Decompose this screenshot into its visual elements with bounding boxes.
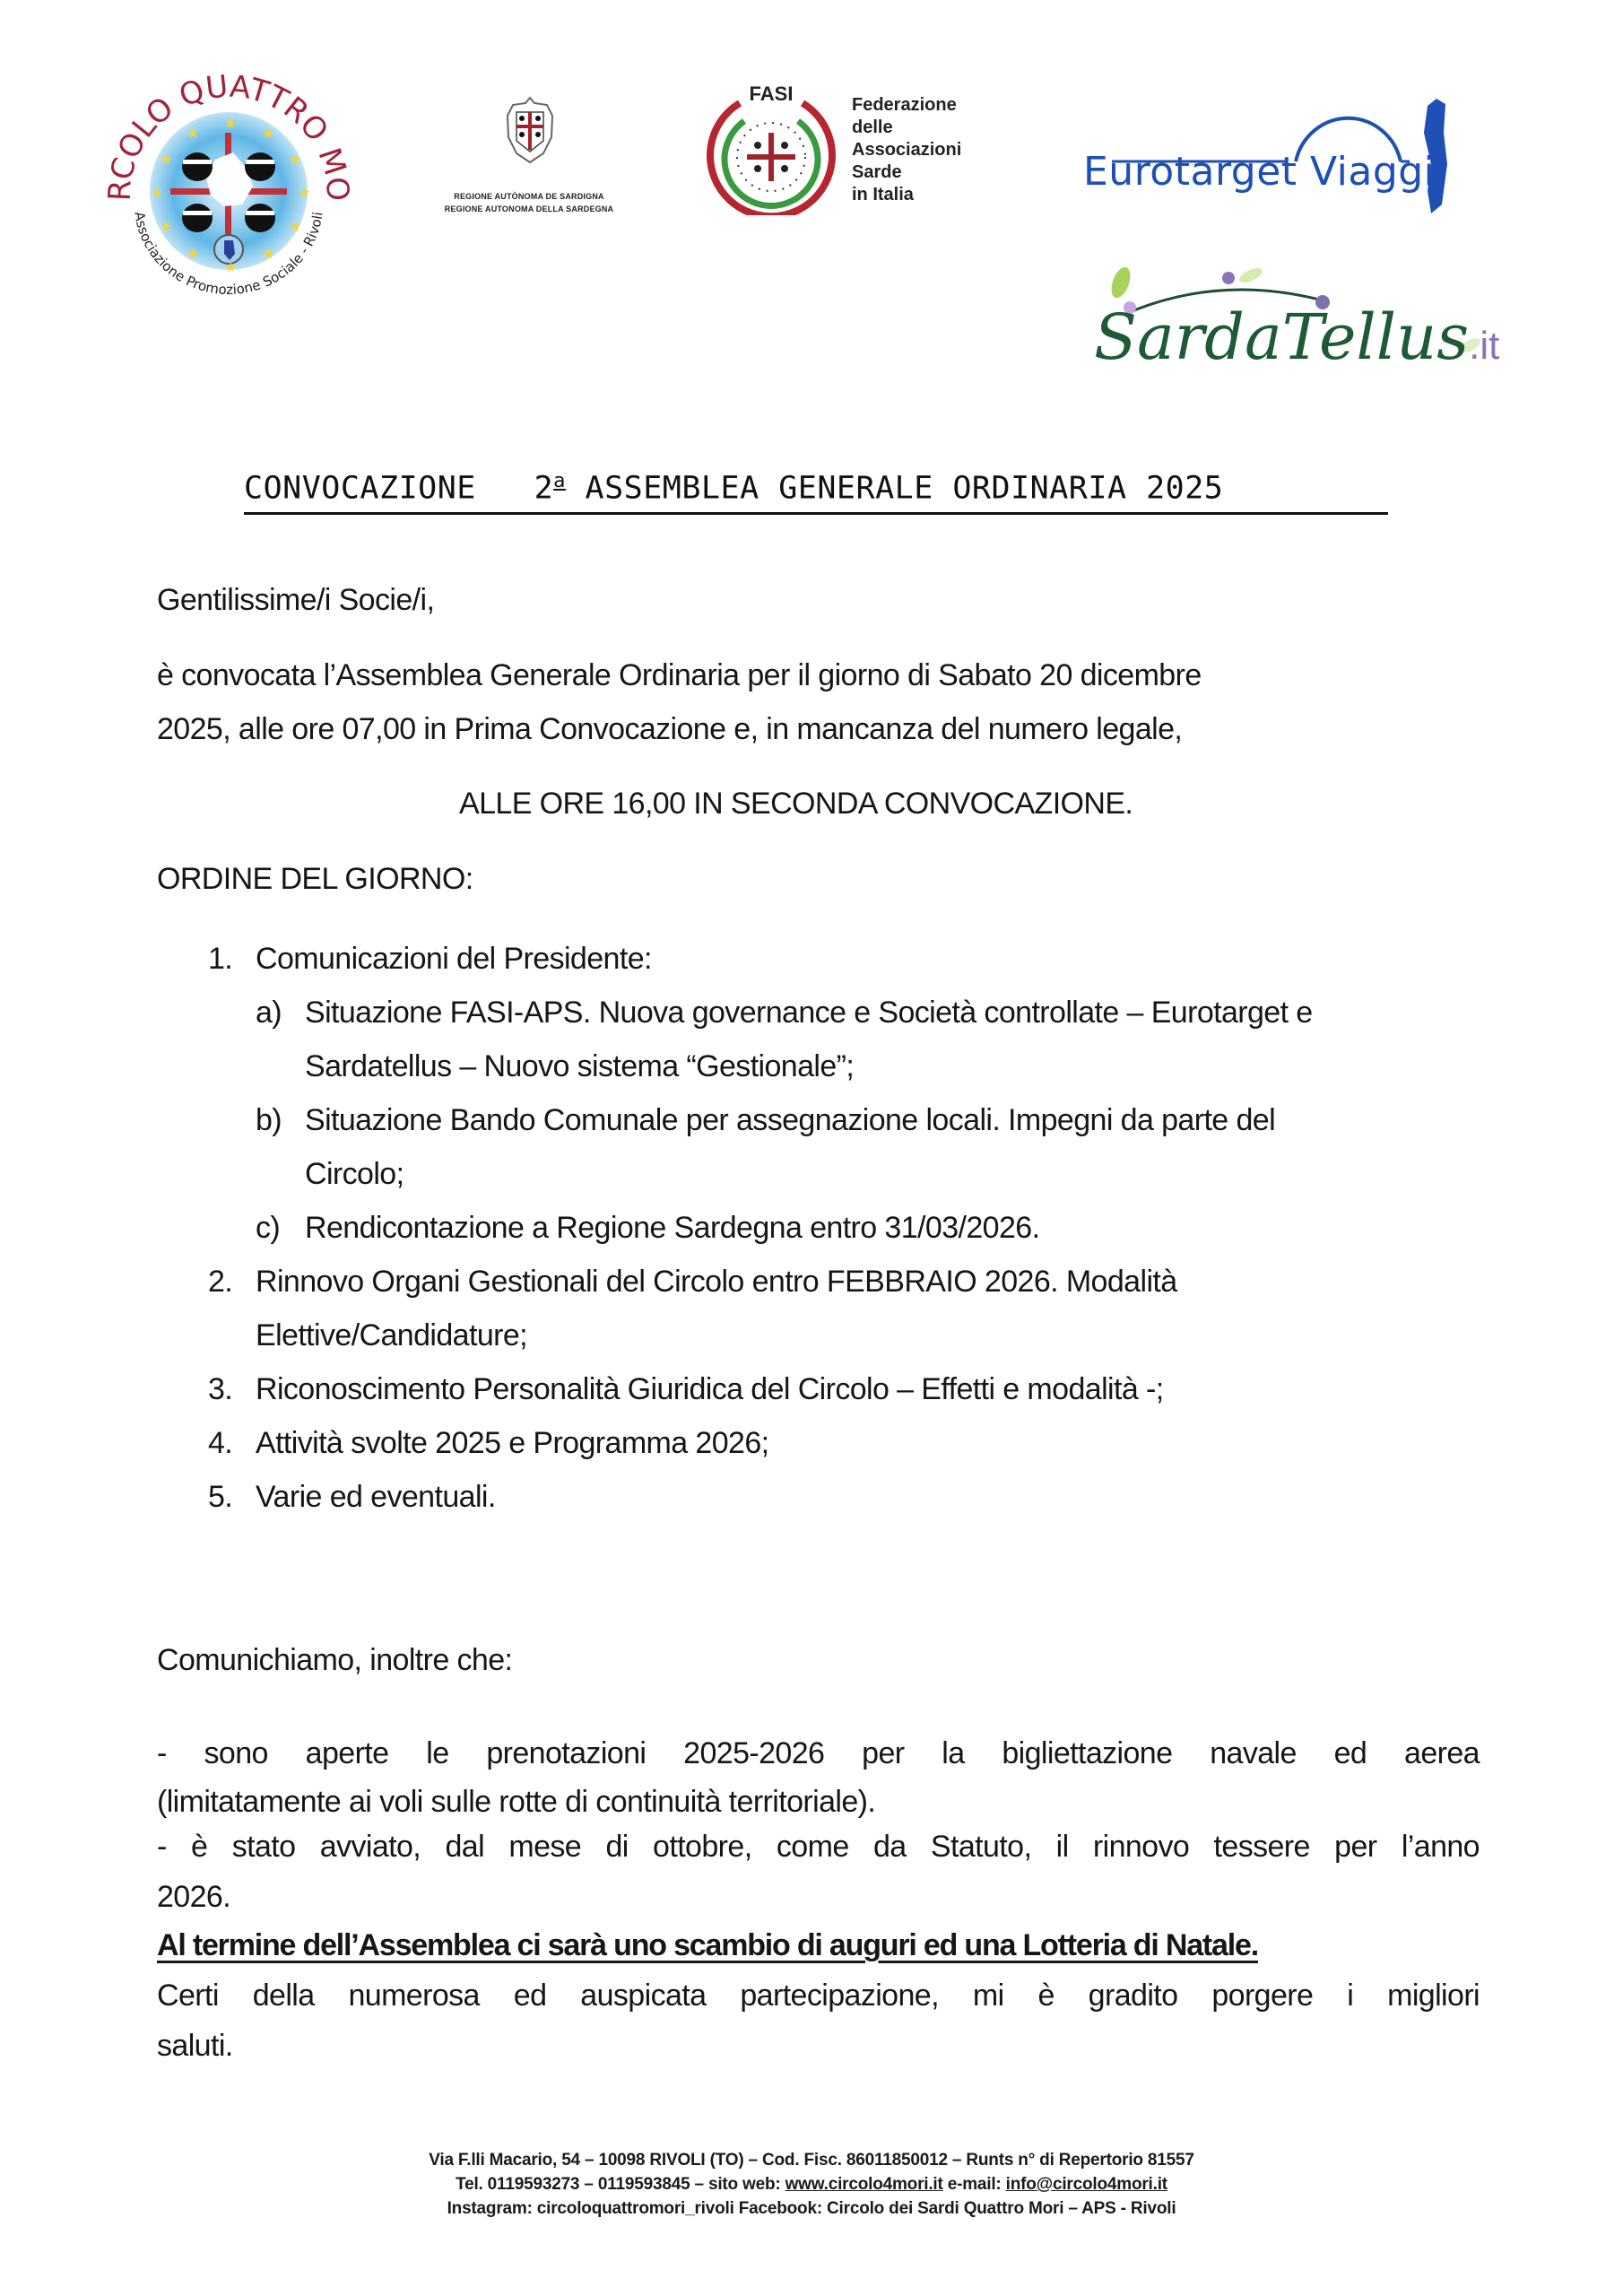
regione-line-2: REGIONE AUTONOMA DELLA SARDEGNA: [444, 204, 614, 213]
fasi-logo: [704, 81, 1009, 215]
sardatellus-tellus: Tellus: [1281, 300, 1470, 374]
notice-2-line-2: 2026.: [157, 1880, 231, 1914]
agenda-sub-letter: b): [256, 1103, 282, 1137]
agenda-text: Elettive/Candidature;: [256, 1318, 528, 1352]
agenda-number: 3.: [208, 1372, 233, 1406]
circolo-arc-top: RCOLO QUATTRO MO: [101, 70, 356, 203]
fasi-line: in Italia: [852, 185, 914, 204]
svg-text:★: ★: [262, 126, 275, 142]
title-underline: [244, 512, 1388, 515]
intro-line-2: 2025, alle ore 07,00 in Prima Convocazione e, in mancanza del numero legale,: [157, 712, 1183, 746]
circolo-emblem-icon: [99, 70, 359, 303]
fasi-line: Associazioni: [852, 140, 962, 160]
fasi-line: Federazione: [852, 95, 957, 115]
fasi-full-name: [852, 94, 961, 206]
sardatellus-domain: .it: [1469, 324, 1500, 368]
comunichiamo-intro: Comunichiamo, inoltre che:: [157, 1643, 513, 1677]
agenda-number: 1.: [208, 942, 233, 976]
agenda-sub-letter: c): [256, 1211, 281, 1245]
regione-line-1: REGIONE AUTÒNOMA DE SARDIGNA: [454, 192, 604, 201]
email-label: e-mail:: [942, 2175, 1006, 2194]
svg-text:★: ★: [224, 117, 238, 132]
eurotarget-name: Eurotarget Viaggi: [1083, 149, 1436, 195]
svg-text:★: ★: [160, 220, 173, 235]
second-call: ALLE ORE 16,00 IN SECONDA CONVOCAZIONE.: [459, 787, 1133, 821]
agenda-number: 5.: [208, 1480, 233, 1514]
title-ordinal: 2: [534, 470, 554, 507]
svg-text:★: ★: [262, 247, 275, 262]
circolo-quattro-mori-logo: [99, 70, 359, 303]
svg-text:★: ★: [298, 186, 311, 201]
website-link[interactable]: www.circolo4mori.it: [785, 2175, 943, 2194]
title-rest: ASSEMBLEA GENERALE ORDINARIA 2025: [585, 470, 1224, 507]
footer-social: Instagram: circoloquattromori_rivoli Facebook: Circolo dei Sardi Quattro Mori – APS - Rivoli: [447, 2199, 1176, 2218]
fasi-acronym: FASI: [749, 83, 794, 105]
fasi-line: Sarde: [852, 162, 902, 182]
closing-line-2: saluti.: [157, 2029, 233, 2063]
svg-text:★: ★: [289, 152, 302, 168]
agenda-sub-text: Situazione FASI-APS. Nuova governance e Società controllate – Eurotarget e: [305, 996, 1313, 1030]
notice-1-line-1: - sono aperte le prenotazioni 2025-2026 per la bigliettazione navale ed aerea: [157, 1736, 1480, 1770]
title-ordinal-sup: a: [553, 470, 566, 492]
christmas-highlight: Al termine dell’Assemblea ci sarà uno scambio di auguri ed una Lotteria di Natale.: [157, 1928, 1258, 1962]
intro-line-1: è convocata l’Assemblea Generale Ordinaria per il giorno di Sabato 20 dicembre: [157, 658, 1202, 692]
agenda-sub-text: Sardatellus – Nuovo sistema “Gestionale”;: [305, 1049, 855, 1083]
greeting: Gentilissime/i Socie/i,: [157, 583, 435, 617]
circolo-arc-bottom: Associazione Promozione Sociale - Rivoli: [131, 210, 326, 299]
sardatellus-name: [1094, 300, 1499, 374]
agenda-sub-text: Situazione Bando Comunale per assegnazione locali. Impegni da parte del: [305, 1103, 1276, 1137]
fasi-emblem-icon: [704, 81, 838, 215]
agenda-sub-text: Rendicontazione a Regione Sardegna entro 31/03/2026.: [305, 1211, 1040, 1245]
svg-text:★: ★: [289, 220, 302, 235]
sardatellus-s: Sarda: [1094, 300, 1282, 374]
fasi-line: delle: [852, 117, 893, 137]
sardatellus-logo: [1094, 256, 1500, 390]
agenda-number: 2.: [208, 1265, 233, 1299]
notice-2-line-1: - è stato avviato, dal mese di ottobre, come da Statuto, il rinnovo tessere per l’anno: [157, 1830, 1480, 1864]
eurotarget-viaggi-logo: [1076, 79, 1488, 231]
title-prefix: CONVOCAZIONE: [244, 470, 476, 507]
agenda-text: Rinnovo Organi Gestionali del Circolo entro FEBBRAIO 2026. Modalità: [256, 1265, 1177, 1299]
svg-text:★: ★: [187, 126, 200, 142]
footer-tel: Tel. 0119593273 – 0119593845 – sito web:: [456, 2175, 785, 2194]
regione-sardegna-logo: [412, 90, 646, 233]
document-title: [244, 470, 1392, 507]
footer-address: Via F.lli Macario, 54 – 10098 RIVOLI (TO) – Cod. Fisc. 86011850012 – Runts n° di Repertorio 81557: [429, 2151, 1194, 2170]
email-link[interactable]: info@circolo4mori.it: [1005, 2175, 1167, 2194]
agenda-number: 4.: [208, 1426, 233, 1460]
agenda-text: Attività svolte 2025 e Programma 2026;: [256, 1426, 769, 1460]
svg-text:★: ★: [224, 260, 238, 275]
agenda-text: Varie ed eventuali.: [256, 1480, 496, 1514]
svg-text:★: ★: [187, 247, 200, 262]
closing-line-1: Certi della numerosa ed auspicata partecipazione, mi è gradito porgere i migliori: [157, 1979, 1480, 2013]
agenda-sub-text: Circolo;: [305, 1157, 404, 1191]
svg-text:★: ★: [160, 152, 173, 168]
agenda-text: Riconoscimento Personalità Giuridica del Circolo – Effetti e modalità -;: [256, 1372, 1164, 1406]
agenda-heading: ORDINE DEL GIORNO:: [157, 862, 473, 896]
sardinia-coat-of-arms-icon: [502, 94, 558, 166]
svg-text:★: ★: [151, 186, 164, 201]
agenda-text: Comunicazioni del Presidente:: [256, 942, 652, 976]
notice-1-line-2: (limitatamente ai voli sulle rotte di continuità territoriale).: [157, 1785, 876, 1819]
agenda-sub-letter: a): [256, 996, 282, 1030]
footer-contacts: [0, 2175, 1623, 2195]
